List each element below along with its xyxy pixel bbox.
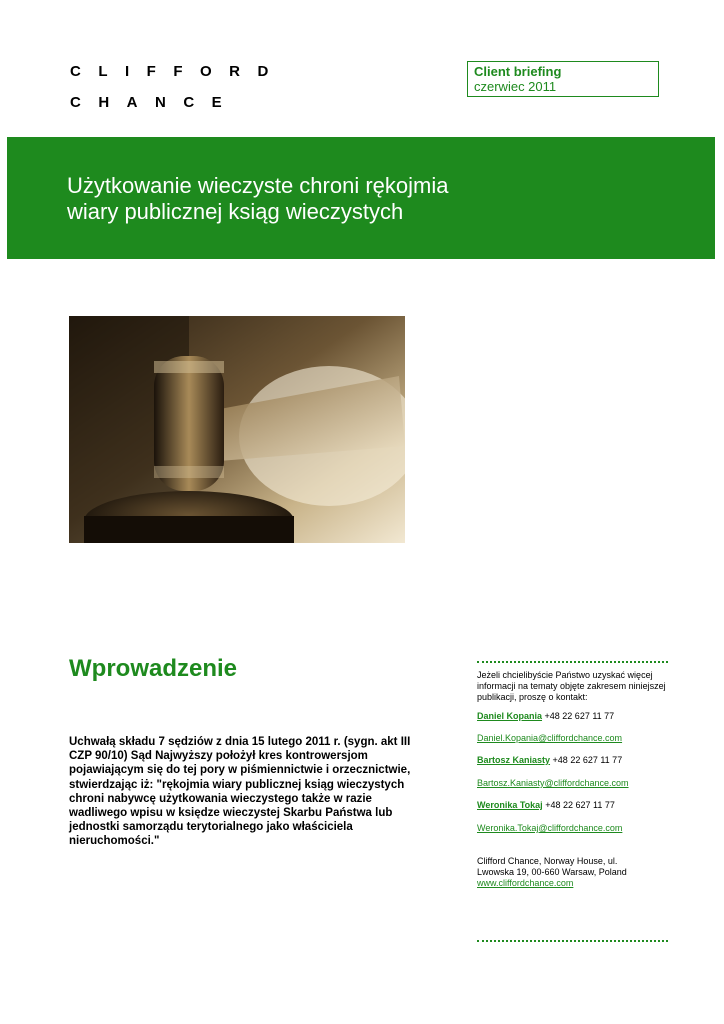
contact-3-email[interactable]: Weronika.Tokaj@cliffordchance.com (477, 823, 623, 833)
contact-1-name[interactable]: Daniel Kopania (477, 711, 543, 721)
title-banner (7, 137, 715, 259)
address-line-1: Clifford Chance, Norway House, ul. (477, 856, 618, 866)
contact-1-phone: +48 22 627 11 77 (544, 711, 615, 721)
title-line-2: wiary publicznej ksiąg wieczystych (67, 199, 404, 224)
contact-3-phone: +48 22 627 11 77 (545, 800, 615, 810)
sidebar-bottom-divider (477, 940, 668, 942)
contact-2-phone: +48 22 627 11 77 (552, 755, 623, 765)
contact-2-name[interactable]: Bartosz Kaniasty (477, 755, 551, 765)
section-title: Wprowadzenie (69, 655, 238, 682)
contact-1 (477, 711, 614, 722)
gavel-photo (69, 316, 405, 543)
briefing-label: Client briefing (474, 64, 562, 79)
gavel-image-icon (69, 316, 405, 543)
sidebar-intro: Jeżeli chcielibyście Państwo uzyskać więcej informacji na tematy objęte zakresem niniejszej publikacji, proszę o kontakt: (477, 670, 666, 702)
address-line-2: Lwowska 19, 00-660 Warsaw, Poland (477, 867, 627, 877)
contact-3-name[interactable]: Weronika Tokaj (477, 800, 543, 810)
contact-2 (477, 755, 622, 766)
document-title (67, 173, 627, 225)
logo-line-2: CHANCE (70, 94, 240, 111)
title-line-1: Użytkowanie wieczyste chroni rękojmia (67, 173, 449, 198)
sidebar-top-divider (477, 661, 668, 663)
logo-line-1: CLIFFORD (70, 63, 286, 80)
client-briefing-box (467, 61, 659, 97)
briefing-date: czerwiec 2011 (474, 79, 557, 94)
clifford-chance-logo (70, 56, 286, 118)
contact-3 (477, 800, 615, 811)
website-link[interactable]: www.cliffordchance.com (477, 878, 574, 888)
contact-2-email[interactable]: Bartosz.Kaniasty@cliffordchance.com (477, 778, 629, 788)
contact-1-email[interactable]: Daniel.Kopania@cliffordchance.com (477, 733, 623, 743)
office-address (477, 856, 668, 889)
section-body: Uchwałą składu 7 sędziów z dnia 15 lutego 2011 r. (sygn. akt III CZP 90/10) Sąd Najwyższy położył kres kontrowersjom pojawiającym się do tej pory w piśmiennictwie i orzecznictwie, stwierdzając iż: "rękojmia wiary publicznej ksiąg wieczystych chroni nabywcę użytkowania wieczystego także w razie wadliwego wpisu w księdze wieczystej Skarbu Państwa lub jednostki samorządu terytorialnego jako właściciela nieruchomości." (69, 736, 411, 848)
